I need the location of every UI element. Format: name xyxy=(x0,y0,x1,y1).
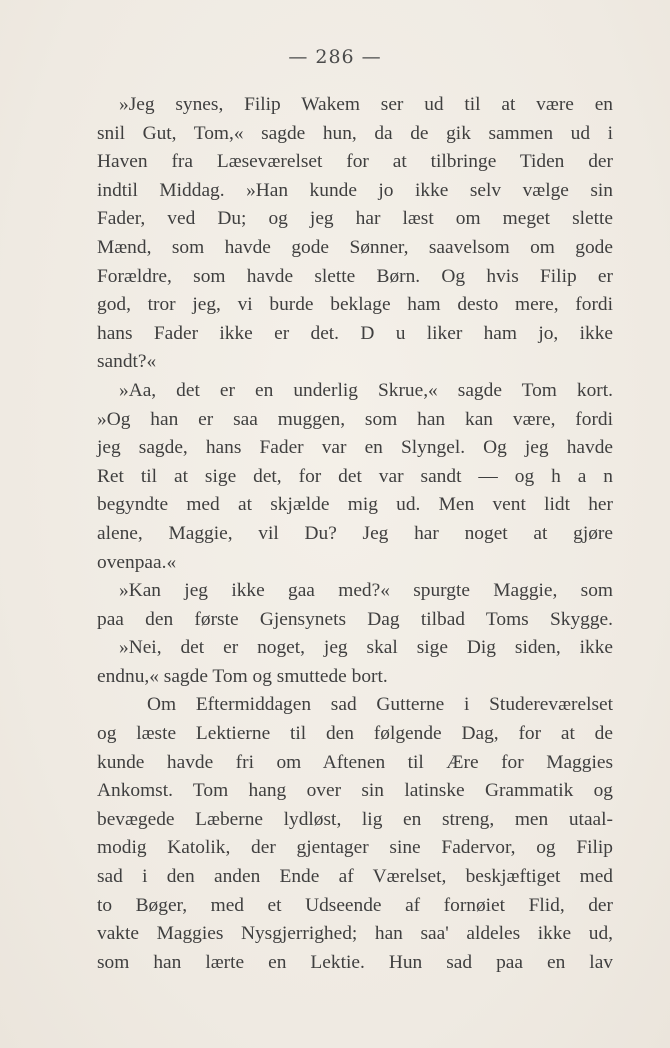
text-line: Ankomst. Tom hang over sin latinske Grammatik og xyxy=(97,780,613,802)
text-line: »Jeg synes, Filip Wakem ser ud til at være en xyxy=(119,94,613,115)
text-line: jeg sagde, hans Fader var en Slyngel. Og jeg havde xyxy=(97,437,613,459)
text-line: »Og han er saa muggen, som han kan være, fordi xyxy=(97,408,613,430)
text-line: som han lærte en Lektie. Hun sad paa en lav xyxy=(97,951,613,973)
text-line: begyndte med at skjælde mig ud. Men vent lidt her xyxy=(97,494,613,516)
text-line: alene, Maggie, vil Du? Jeg har noget at gjøre xyxy=(97,522,613,544)
text-line: kunde havde fri om Aftenen til Ære for Maggies xyxy=(97,751,613,773)
text-line: Om Eftermiddagen sad Gutterne i Studereværelset xyxy=(147,694,613,716)
text-line: »Kan jeg ikke gaa med?« spurgte Maggie, som xyxy=(119,580,613,602)
text-line: sad i den anden Ende af Værelset, beskjæftiget med xyxy=(97,866,613,888)
body-text xyxy=(97,91,613,977)
text-line: Haven fra Læseværelset for at tilbringe Tiden der xyxy=(97,151,613,173)
text-line: ovenpaa.« xyxy=(97,551,177,573)
text-line: hans Fader ikke er det. D u liker ham jo, ikke xyxy=(97,322,613,344)
text-line: vakte Maggies Nysgjerrighed; han saa' aldeles ikke ud, xyxy=(97,923,613,945)
text-line: »Aa, det er en underlig Skrue,« sagde Tom kort. xyxy=(119,379,613,401)
text-line: to Bøger, med et Udseende af fornøiet Flid, der xyxy=(97,894,613,916)
text-line: snil Gut, Tom,« sagde hun, da de gik sammen ud i xyxy=(97,122,613,144)
text-line: god, tror jeg, vi burde beklage ham desto mere, fordi xyxy=(97,294,613,316)
text-line: Forældre, som havde slette Børn. Og hvis Filip er xyxy=(97,265,613,287)
text-line: Ret til at sige det, for det var sandt — og h a n xyxy=(97,465,613,487)
text-line: sandt?« xyxy=(97,351,157,373)
text-line: Fader, ved Du; og jeg har læst om meget slette xyxy=(97,208,613,230)
text-line: modig Katolik, der gjentager sine Fadervor, og Filip xyxy=(97,837,613,859)
page-number: — 286 — xyxy=(288,46,382,68)
text-line: og læste Lektierne til den følgende Dag, for at de xyxy=(97,723,613,745)
text-line: indtil Middag. »Han kunde jo ikke selv vælge sin xyxy=(97,179,613,201)
text-line: endnu,« sagde Tom og smuttede bort. xyxy=(97,665,388,687)
text-line: paa den første Gjensynets Dag tilbad Toms Skygge. xyxy=(97,608,613,630)
text-line: bevægede Læberne lydløst, lig en streng, men utaal- xyxy=(97,808,613,830)
text-line: Mænd, som havde gode Sønner, saavelsom om gode xyxy=(97,236,613,258)
text-line: »Nei, det er noget, jeg skal sige Dig siden, ikke xyxy=(119,637,613,659)
